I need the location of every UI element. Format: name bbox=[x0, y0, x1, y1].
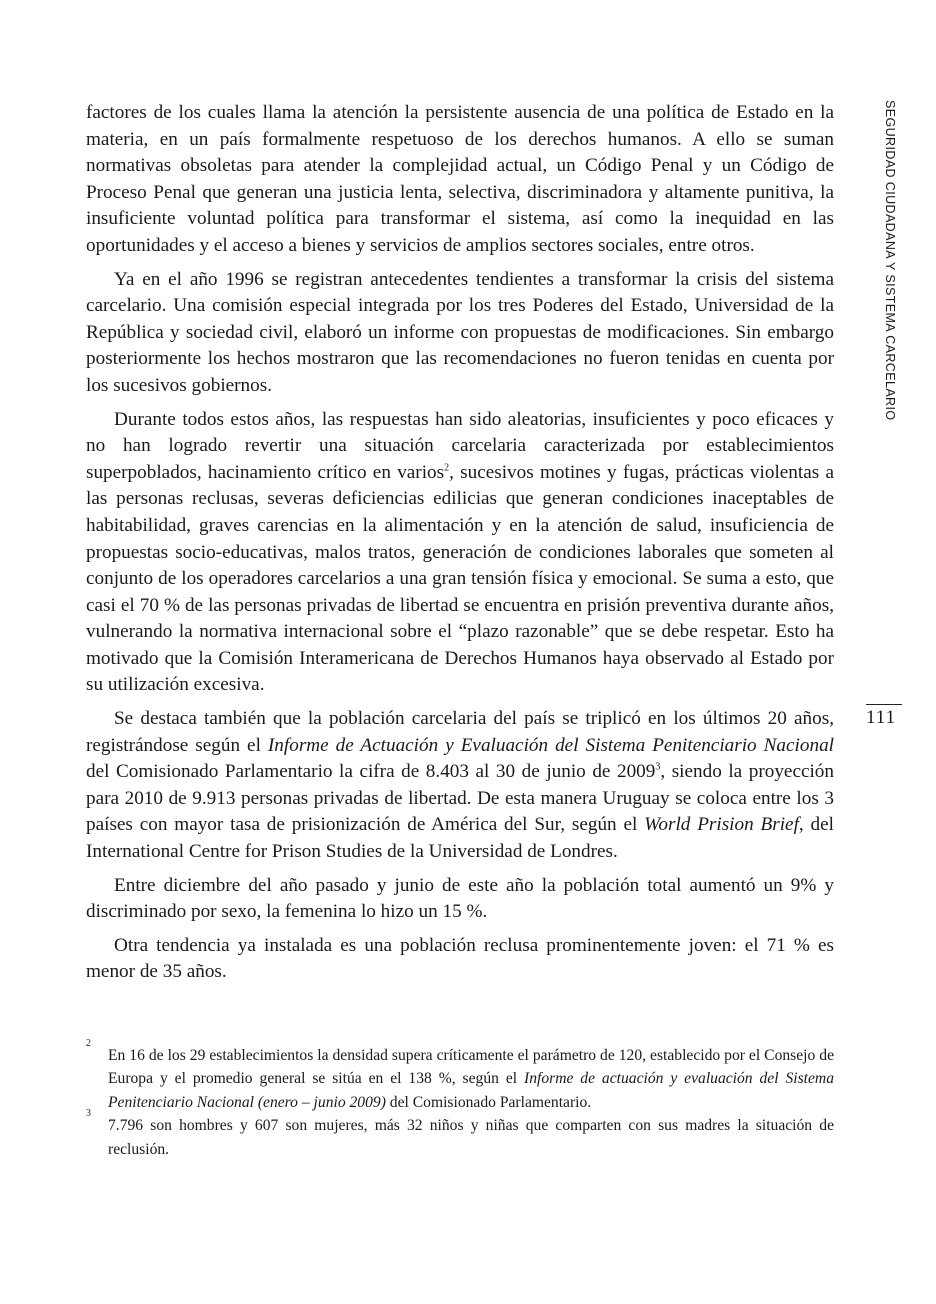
paragraph-text: Entre diciembre del año pasado y junio de este año la población total aumentó un 9% y discriminado por sexo, la femenina lo hizo un 15 %. bbox=[86, 874, 834, 923]
paragraph-6 bbox=[86, 933, 834, 986]
paragraph-2 bbox=[86, 267, 834, 400]
report-title: Informe de Actuación y Evaluación del Sistema Penitenciario Nacional bbox=[267, 734, 834, 756]
footnote-report-title: Informe de actuación y evaluación del Sistema Penitenciario Nacional (enero – junio 2009) bbox=[108, 1070, 834, 1111]
paragraph-5 bbox=[86, 873, 834, 926]
page-number: 111 bbox=[866, 707, 897, 728]
paragraph-1 bbox=[86, 100, 834, 260]
paragraph-text: Durante todos estos años, las respuestas han sido aleatorias, insuficientes y poco eficaces y no han logrado revertir una situación carcelaria caracterizada por establecimientos superpoblados, hacinamiento crítico en varios bbox=[86, 408, 834, 483]
footnotes bbox=[86, 1038, 834, 1161]
paragraph-text: , siendo la proyección para 2010 de 9.913 personas privadas de libertad. De esta manera Uruguay se coloca entre los 3 países con mayor tasa de prisionización de América del Sur, según el bbox=[86, 761, 834, 836]
footnote-mark: 3 bbox=[86, 1108, 91, 1120]
paragraph-4 bbox=[86, 706, 834, 866]
footnote-2 bbox=[86, 1038, 834, 1114]
paragraph-text: , del International Centre for Prison Studies de la Universidad de Londres. bbox=[86, 814, 834, 863]
running-head: SEGURIDAD CIUDADANA Y SISTEMA CARCELARIO bbox=[883, 100, 897, 421]
footnote-mark: 2 bbox=[86, 1038, 91, 1049]
paragraph-text: Ya en el año 1996 se registran antecedentes tendientes a transformar la crisis del sistema carcelario. Una comisión especial integrada por los tres Poderes del Estado, Universidad de la República y sociedad civil, elaboró un informe con propuestas de modificaciones. Sin embargo posteriormente los hechos mostraron que las recomendaciones no fueron tenidas en cuenta por los sucesivos gobiernos. bbox=[86, 268, 834, 396]
footnote-3 bbox=[86, 1108, 834, 1161]
footnote-text: 7.796 son hombres y 607 son mujeres, más 32 niños y niñas que comparten con sus madres la situación de reclusión. bbox=[108, 1117, 834, 1158]
paragraph-3 bbox=[86, 407, 834, 700]
publication-title: World Prision Brief bbox=[644, 814, 799, 836]
body-text bbox=[86, 100, 834, 993]
paragraph-text: Se destaca también que la población carcelaria del país se triplicó en los últimos 20 años, registrándose según el bbox=[86, 708, 834, 756]
footnote-text: del Comisionado Parlamentario. bbox=[385, 1093, 592, 1111]
footnote-ref-3[interactable]: 3 bbox=[655, 761, 661, 773]
paragraph-text: factores de los cuales llama la atención la persistente ausencia de una política de Estado en la materia, en un país formalmente respetuoso de los derechos humanos. A ello se suman normativas obsoletas para atender la complejidad actual, un Código Penal y un Código de Proceso Penal que generan una justicia lenta, selectiva, discriminadora y altamente punitiva, la insuficiente voluntad política para transformar el sistema, así como la inequidad en las oportunidades y el acceso a bienes y servicios de amplios sectores sociales, entre otros. bbox=[86, 102, 834, 256]
footnote-ref-2[interactable]: 2 bbox=[444, 462, 450, 474]
paragraph-text: , sucesivos motines y fugas, prácticas violentas a las personas reclusas, severas deficiencias edilicias que generan condiciones inaceptables de habitabilidad, graves carencias en la alimentación y en la atención de salud, insuficiencia de propuestas socio-educativas, malos tratos, generación de condiciones laborales que someten al conjunto de los operadores carcelarios a una gran tensión física y emocional. Se suma a esto, que casi el 70 % de las personas privadas de libertad se encuentra en prisión preventiva durante años, vulnerando la normativa internacional sobre el “plazo razonable” que se debe respetar. Esto ha motivado que la Comisión Interamericana de Derechos Humanos haya observado al Estado por su utilización excesiva. bbox=[86, 461, 834, 696]
footnote-text: En 16 de los 29 establecimientos la densidad supera críticamente el parámetro de 120, establecido por el Consejo de Europa y el promedio general se sitúa en el 138 %, según el bbox=[108, 1047, 834, 1088]
page-number-rule bbox=[866, 704, 902, 705]
paragraph-text: del Comisionado Parlamentario la cifra de 8.403 al 30 de junio de 2009 bbox=[86, 761, 656, 783]
paragraph-text: Otra tendencia ya instalada es una población reclusa prominentemente joven: el 71 % es menor de 35 años. bbox=[86, 934, 834, 983]
